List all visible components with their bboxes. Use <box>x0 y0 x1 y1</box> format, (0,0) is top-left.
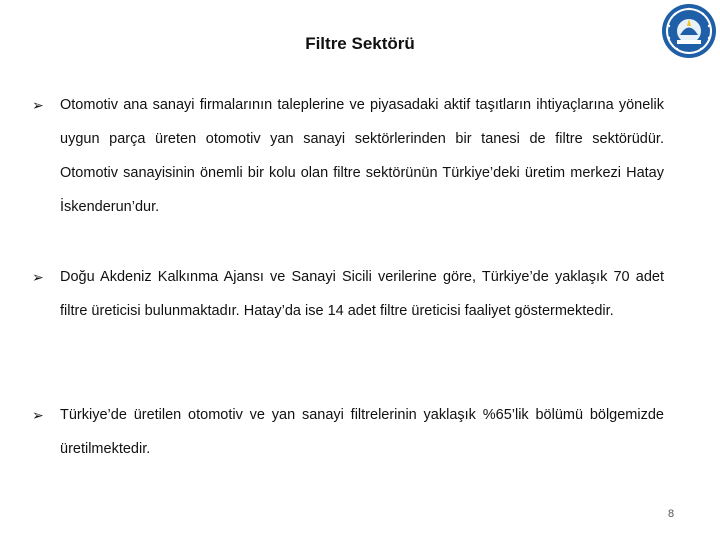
seal-logo-icon <box>660 2 718 60</box>
arrow-bullet-icon: ➢ <box>32 269 44 285</box>
bullet-item <box>32 398 664 466</box>
arrow-bullet-icon: ➢ <box>32 407 44 423</box>
bullet-text: Türkiye’de üretilen otomotiv ve yan sanayi filtrelerinin yaklaşık %65’lik bölümü bölgemizde üretilmektedir. <box>60 407 664 457</box>
slide-title: Filtre Sektörü <box>305 34 415 53</box>
bullet-item <box>32 260 664 328</box>
arrow-bullet-icon: ➢ <box>32 97 44 113</box>
chamber-seal-logo <box>660 2 718 60</box>
bullet-item <box>32 88 664 224</box>
page-number: 8 <box>668 508 675 520</box>
bullet-text: Doğu Akdeniz Kalkınma Ajansı ve Sanayi Sicili verilerine göre, Türkiye’de yaklaşık 70 adet filtre üreticisi bulunmaktadır. Hatay’da ise 14 adet filtre üreticisi faaliyet göstermektedir. <box>60 269 664 319</box>
bullet-text: Otomotiv ana sanayi firmalarının taleplerine ve piyasadaki aktif taşıtların ihtiyaçlarına yönelik uygun parça üreten otomotiv yan sanayi sektörlerinden bir tanesi de filtre sektörüdür. Otomotiv sanayisinin önemli bir kolu olan filtre sektörünün Türkiye’deki üretim merkezi Hatay İskenderun’dur. <box>60 97 664 215</box>
